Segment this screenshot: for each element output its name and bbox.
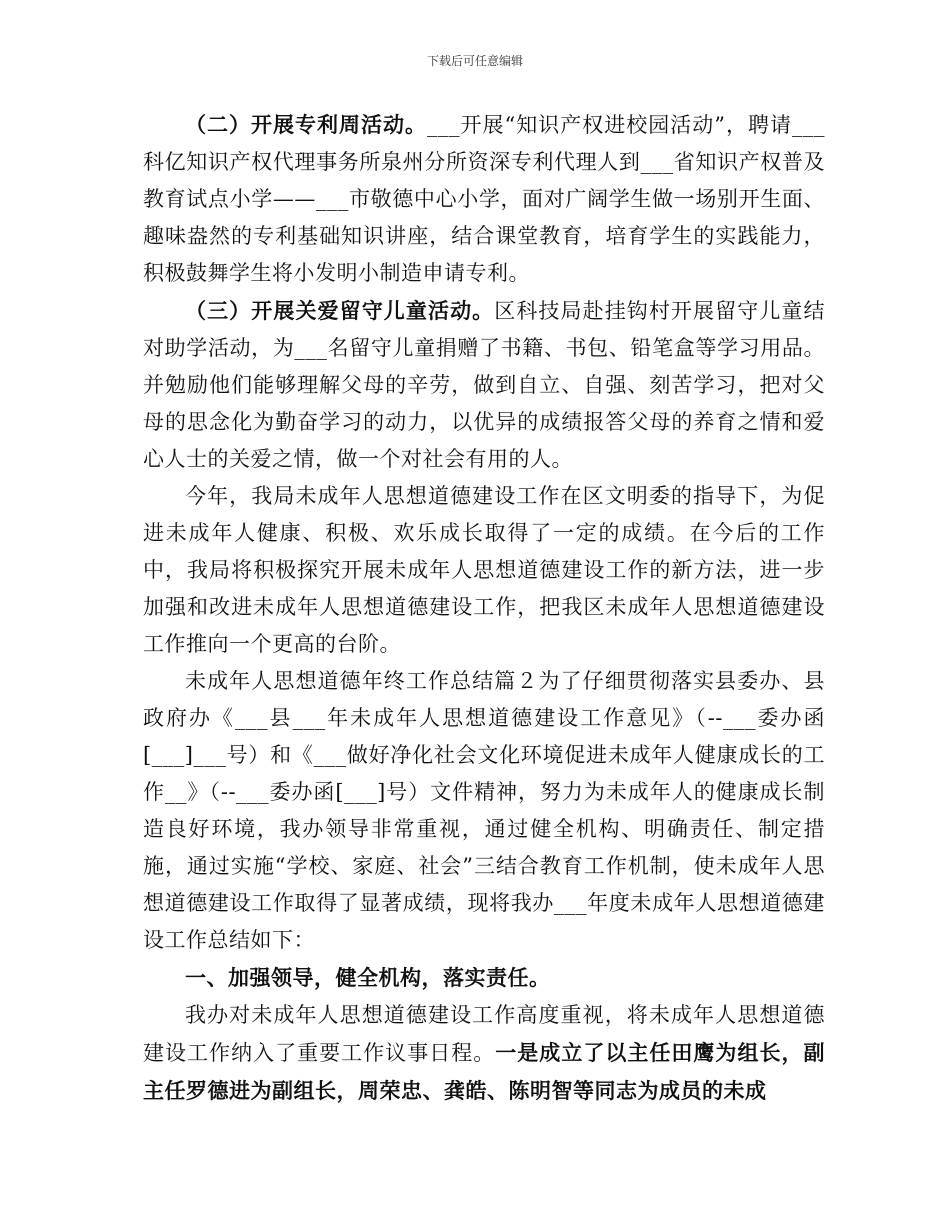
page-header: 下载后可任意编辑 — [426, 54, 523, 68]
document-body — [143, 106, 825, 1110]
paragraph-bold-text: 一是成立了以主任田鹰为组长，副主任罗德进为副组长，周荣忠、龚皓、陈明智等同志为成员的未成 — [143, 1040, 825, 1103]
section-heading-patent-week: （二）开展专利周活动。 — [185, 112, 428, 137]
paragraph-patent-week — [143, 106, 825, 292]
paragraph-leadership — [143, 997, 825, 1110]
section-heading-leadership: 一、加强领导，健全机构，落实责任。 — [185, 965, 551, 990]
paragraph-article-2-intro: 未成年人思想道德年终工作总结篇２为了仔细贯彻落实县委办、县政府办《___县___年未成年人思想道德建设工作意见》（--___委办函[___]___号）和《___做好净化社会文化环境促进未成年人健康成长的工作__》（--___委办函[___]号）文件精神，努力为未成年人的健康成长制造良好环境，我办领导非常重视，通过健全机构、明确责任、制定措施，通过实施“学校、家庭、社会”三结合教育工作机制，使未成年人思想道德建设工作取得了显著成绩，现将我办___年度未成年人思想道德建设工作总结如下： — [143, 669, 825, 952]
section-heading-left-behind-children: （三）开展关爱留守儿童活动。 — [185, 298, 495, 323]
paragraph-left-behind-children — [143, 292, 825, 478]
paragraph-text: 区科技局赴挂钩村开展留守儿童结对助学活动，为___名留守儿童捐赠了书籍、书包、铅笔盒等学习用品。并勉励他们能够理解父母的辛劳，做到自立、自强、刻苦学习，把对父母的思念化为勤奋学习的动力，以优异的成绩报答父母的养育之情和爱心人士的关爱之情，做一个对社会有用的人。 — [143, 299, 825, 471]
paragraph-summary: 今年，我局未成年人思想道德建设工作在区文明委的指导下，为促进未成年人健康、积极、欢乐成长取得了一定的成绩。在今后的工作中，我局将积极探究开展未成年人思想道德建设工作的新方法，进一步加强和改进未成年人思想道德建设工作，把我区未成年人思想道德建设工作推向一个更高的台阶。 — [143, 484, 825, 656]
paragraph-text: ___开展“知识产权进校园活动”，聘请___科亿知识产权代理事务所泉州分所资深专利代理人到___省知识产权普及教育试点小学——___市敬德中心小学，面对广阔学生做一场别开生面、趣味盎然的专利基础知识讲座，结合课堂教育，培育学生的实践能力，积极鼓舞学生将小发明小制造申请专利。 — [143, 113, 825, 285]
paragraph-text: 我办对未成年人思想道德建设工作高度重视，将未成年人思想道德建设工作纳入了重要工作议事日程。 — [143, 1003, 825, 1065]
